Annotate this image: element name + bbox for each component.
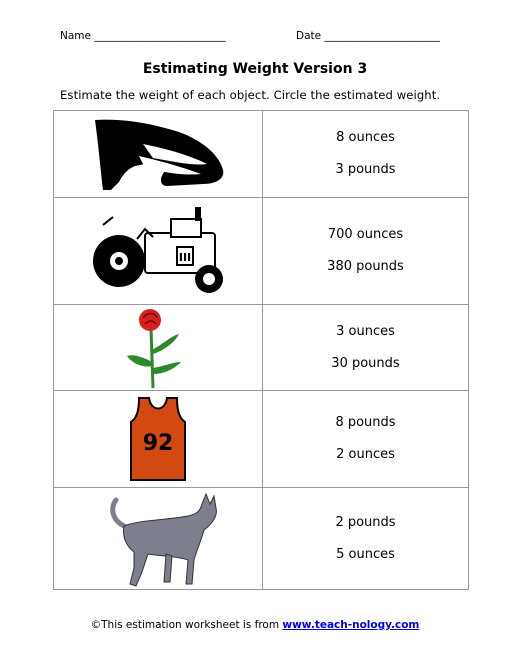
weight-option[interactable]: 5 ounces	[336, 546, 395, 562]
answer-cell	[263, 111, 469, 198]
estimation-table	[53, 110, 469, 590]
object-picture-cell	[54, 305, 263, 391]
instructions: Estimate the weight of each object. Circle the estimated weight.	[60, 88, 441, 102]
footer-text: ©This estimation worksheet is from	[90, 619, 283, 631]
weight-option[interactable]: 3 ounces	[336, 323, 395, 339]
jersey-number: 92	[142, 431, 174, 456]
table-row	[54, 198, 469, 305]
answer-cell	[263, 488, 469, 590]
tractor-badge: III	[178, 251, 192, 264]
table-row	[54, 488, 469, 590]
object-picture-cell	[54, 488, 263, 590]
source-link[interactable]: www.teach-nology.com	[282, 619, 420, 631]
weight-option[interactable]: 2 ounces	[336, 447, 395, 462]
answer-cell	[263, 391, 469, 488]
weight-option[interactable]: 8 pounds	[335, 415, 396, 430]
footer	[0, 619, 510, 631]
weight-option[interactable]: 3 pounds	[335, 162, 396, 177]
object-picture-cell	[54, 198, 263, 305]
table-row	[54, 391, 469, 488]
shoe-icon	[83, 114, 233, 194]
answer-cell	[263, 198, 469, 305]
weight-option[interactable]: 2 pounds	[335, 514, 396, 530]
jersey-icon	[123, 394, 193, 484]
name-field-label: Name _________________________	[60, 30, 226, 42]
object-picture-cell	[54, 111, 263, 198]
rose-icon	[123, 306, 193, 390]
cat-icon	[88, 490, 228, 588]
weight-option[interactable]: 8 ounces	[336, 130, 395, 145]
tractor-icon	[83, 203, 233, 299]
weight-option[interactable]: 30 pounds	[331, 355, 400, 371]
worksheet-title: Estimating Weight Version 3	[142, 61, 368, 77]
table-row	[54, 111, 469, 198]
weight-option[interactable]: 700 ounces	[327, 227, 404, 242]
weight-option[interactable]: 380 pounds	[327, 259, 404, 274]
date-field-label: Date ______________________	[296, 30, 440, 42]
table-row	[54, 305, 469, 391]
answer-cell	[263, 305, 469, 391]
object-picture-cell	[54, 391, 263, 488]
